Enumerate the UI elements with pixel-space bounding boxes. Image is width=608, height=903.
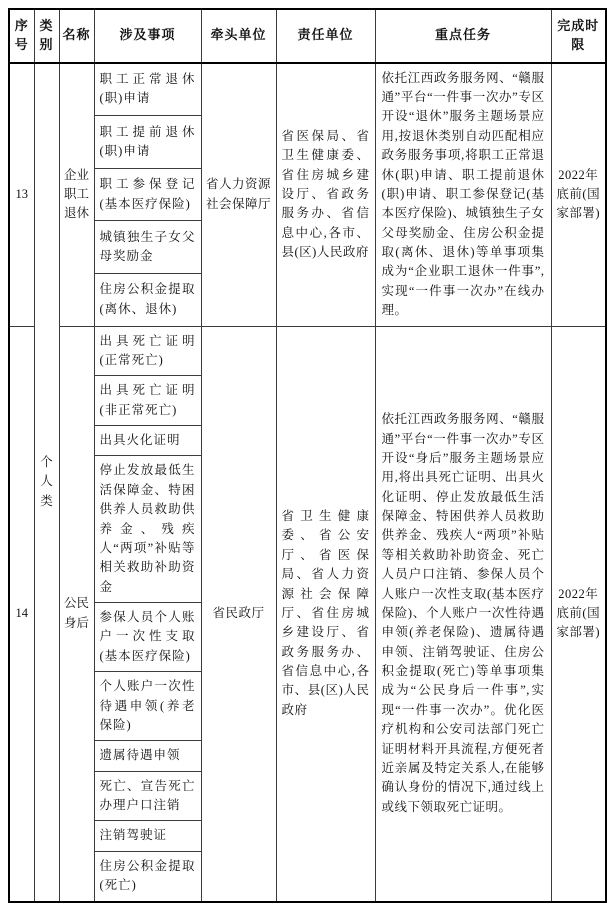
responsible-unit-cell: 省医保局、省卫生健康委、省住房城乡建设厅、省政务服务办、省信息中心,各市、县(区)人民政府 bbox=[276, 63, 375, 326]
category-cell: 个人类 bbox=[34, 63, 59, 902]
matters-table bbox=[8, 8, 607, 903]
name-cell: 企业职工退休 bbox=[59, 63, 94, 326]
item-cell: 出具死亡证明(非正常死亡) bbox=[94, 376, 201, 426]
item-cell: 参保人员个人账户一次性支取(基本医疗保险) bbox=[94, 603, 201, 672]
header-cell-1: 类别 bbox=[34, 9, 59, 63]
serial-cell: 13 bbox=[9, 63, 34, 326]
item-cell: 职工提前退休(职)申请 bbox=[94, 116, 201, 169]
item-cell: 死亡、宣告死亡办理户口注销 bbox=[94, 771, 201, 821]
item-cell: 遗属待遇申领 bbox=[94, 741, 201, 771]
header-cell-0: 序号 bbox=[9, 9, 34, 63]
key-tasks-cell: 依托江西政务服务网、“赣服通”平台“一件事一次办”专区开设“退休”服务主题场景应用,按退休类别自动匹配相应政务服务事项,将职工正常退休(职)申请、职工提前退休(职)申请、职工参保登记(基本医疗保险)、城镇独生子女父母奖励金、住房公积金提取(离休、退休)等单事项集成为“企业职工退休一件事”,实现“一件事一次办”在线办理。 bbox=[375, 63, 551, 326]
header-cell-5: 责任单位 bbox=[276, 9, 375, 63]
item-cell: 住房公积金提取(死亡) bbox=[94, 851, 201, 901]
name-cell: 公民身后 bbox=[59, 326, 94, 902]
lead-unit-cell: 省人力资源社会保障厅 bbox=[201, 63, 276, 326]
document-page bbox=[0, 8, 608, 903]
item-cell: 城镇独生子女父母奖励金 bbox=[94, 221, 201, 274]
item-cell: 停止发放最低生活保障金、特困供养人员救助供养金、残疾人“两项”补贴等相关救助补助资金 bbox=[94, 456, 201, 603]
item-cell: 个人账户一次性待遇申领(养老保险) bbox=[94, 672, 201, 741]
item-cell: 职工正常退休(职)申请 bbox=[94, 63, 201, 116]
item-cell: 出具死亡证明(正常死亡) bbox=[94, 326, 201, 376]
table-header bbox=[9, 9, 606, 63]
header-cell-3: 涉及事项 bbox=[94, 9, 201, 63]
item-cell: 出具火化证明 bbox=[94, 426, 201, 456]
table-row bbox=[9, 326, 606, 376]
lead-unit-cell: 省民政厅 bbox=[201, 326, 276, 902]
table-body bbox=[9, 63, 606, 902]
header-cell-4: 牵头单位 bbox=[201, 9, 276, 63]
header-cell-6: 重点任务 bbox=[375, 9, 551, 63]
header-cell-2: 名称 bbox=[59, 9, 94, 63]
deadline-cell: 2022年底前(国家部署) bbox=[551, 326, 606, 902]
deadline-cell: 2022年底前(国家部署) bbox=[551, 63, 606, 326]
serial-cell: 14 bbox=[9, 326, 34, 902]
responsible-unit-cell: 省卫生健康委、省公安厅、省医保局、省人力资源社会保障厅、省住房城乡建设厅、省政务服务办、省信息中心,各市、县(区)人民政府 bbox=[276, 326, 375, 902]
item-cell: 注销驾驶证 bbox=[94, 821, 201, 851]
item-cell: 职工参保登记(基本医疗保险) bbox=[94, 168, 201, 221]
header-cell-7: 完成时限 bbox=[551, 9, 606, 63]
item-cell: 住房公积金提取(离休、退休) bbox=[94, 273, 201, 326]
key-tasks-cell: 依托江西政务服务网、“赣服通”平台“一件事一次办”专区开设“身后”服务主题场景应用,将出具死亡证明、出具火化证明、停止发放最低生活保障金、特困供养人员救助供养金、残疾人“两项”补贴等相关救助补助资金、死亡人员户口注销、参保人员个人账户一次性支取(基本医疗保险)、个人账户一次性待遇申领(养老保险)、遗属待遇申领、注销驾驶证、住房公积金提取(死亡)等单事项集成为“公民身后一件事”,实现“一件事一次办”。优化医疗机构和公安司法部门死亡证明材料开具流程,方便死者近亲属及特定关系人,在能够确认身份的情况下,通过线上或线下领取死亡证明。 bbox=[375, 326, 551, 902]
table-row bbox=[9, 63, 606, 116]
header-row bbox=[9, 9, 606, 63]
